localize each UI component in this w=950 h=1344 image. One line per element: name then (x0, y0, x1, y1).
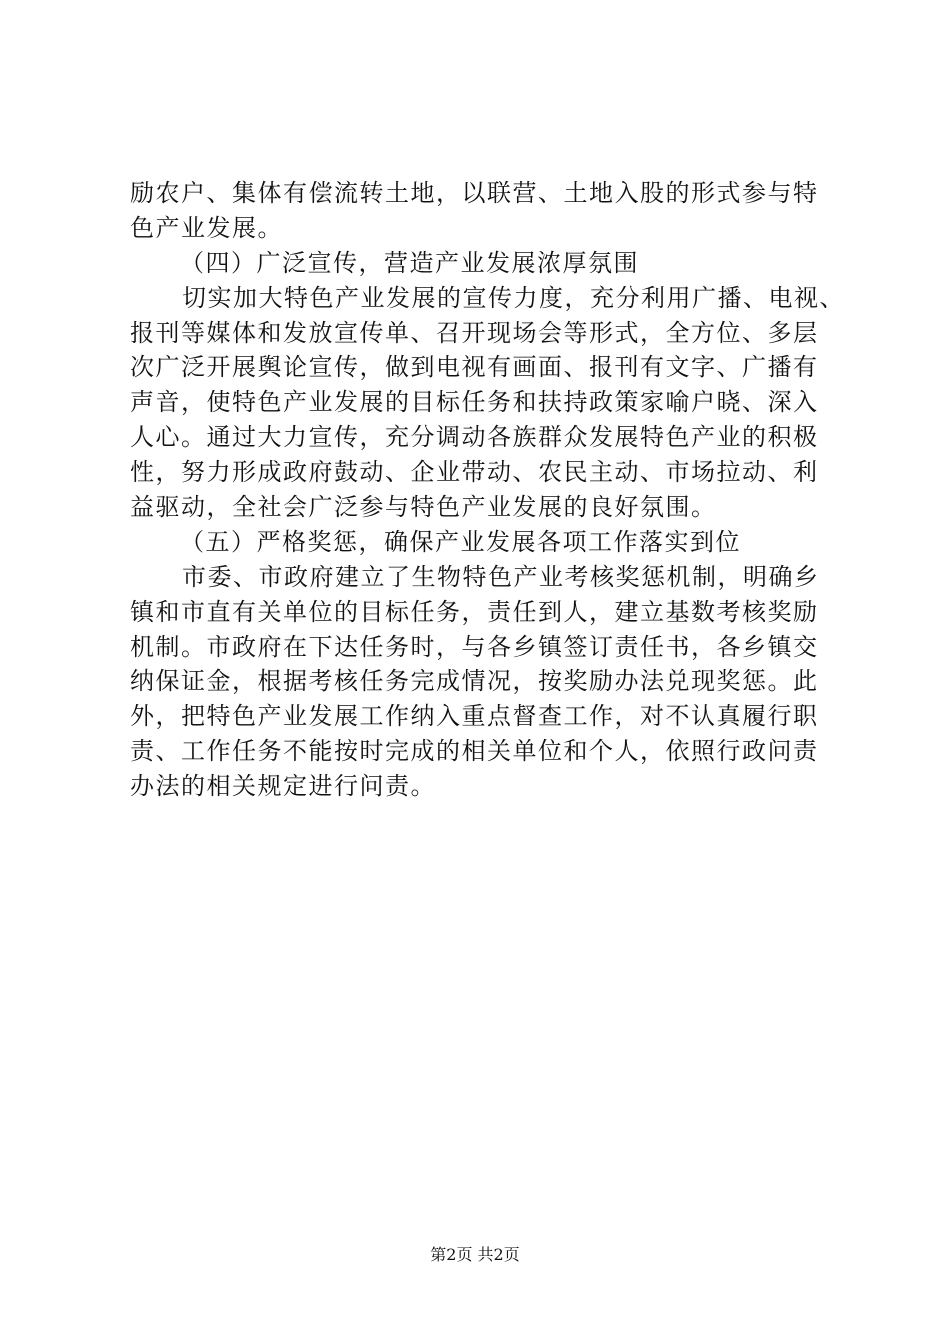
text-line: 镇和市直有关单位的目标任务，责任到人，建立基数考核奖励 (130, 597, 819, 626)
document-body (130, 176, 845, 804)
text-line: 外，把特色产业发展工作纳入重点督查工作，对不认真履行职 (130, 702, 819, 731)
text-line: 机制。市政府在下达任务时，与各乡镇签订责任书，各乡镇交 (130, 632, 819, 661)
text-line: 色产业发展。 (130, 213, 283, 242)
text-line: 次广泛开展舆论宣传，做到电视有画面、报刊有文字、广播有 (130, 353, 819, 382)
page-number-footer: 第2页 共2页 (430, 1245, 520, 1264)
text-line: 性，努力形成政府鼓动、企业带动、农民主动、市场拉动、利 (130, 458, 819, 487)
text-line: 市委、市政府建立了生物特色产业考核奖惩机制，明确乡 (182, 562, 820, 591)
text-line: 励农户、集体有偿流转土地，以联营、土地入股的形式参与特 (130, 179, 819, 207)
section-heading: （五）严格奖惩，确保产业发展各项工作落实到位 (180, 527, 741, 556)
text-line: 切实加大特色产业发展的宣传力度，充分利用广播、电视、 (182, 283, 845, 312)
text-line: 声音，使特色产业发展的目标任务和扶持政策家喻户晓、深入 (130, 388, 819, 417)
text-line: 报刊等媒体和发放宣传单、召开现场会等形式，全方位、多层 (130, 318, 819, 347)
text-line: 责、工作任务不能按时完成的相关单位和个人，依照行政问责 (130, 737, 819, 766)
text-line: 人心。通过大力宣传，充分调动各族群众发展特色产业的积极 (130, 423, 819, 452)
text-line: 办法的相关规定进行问责。 (130, 772, 436, 801)
text-line: 益驱动，全社会广泛参与特色产业发展的良好氛围。 (130, 493, 717, 522)
section-heading: （四）广泛宣传，营造产业发展浓厚氛围 (180, 248, 639, 277)
text-line: 纳保证金，根据考核任务完成情况，按奖励办法兑现奖惩。此 (130, 667, 819, 696)
